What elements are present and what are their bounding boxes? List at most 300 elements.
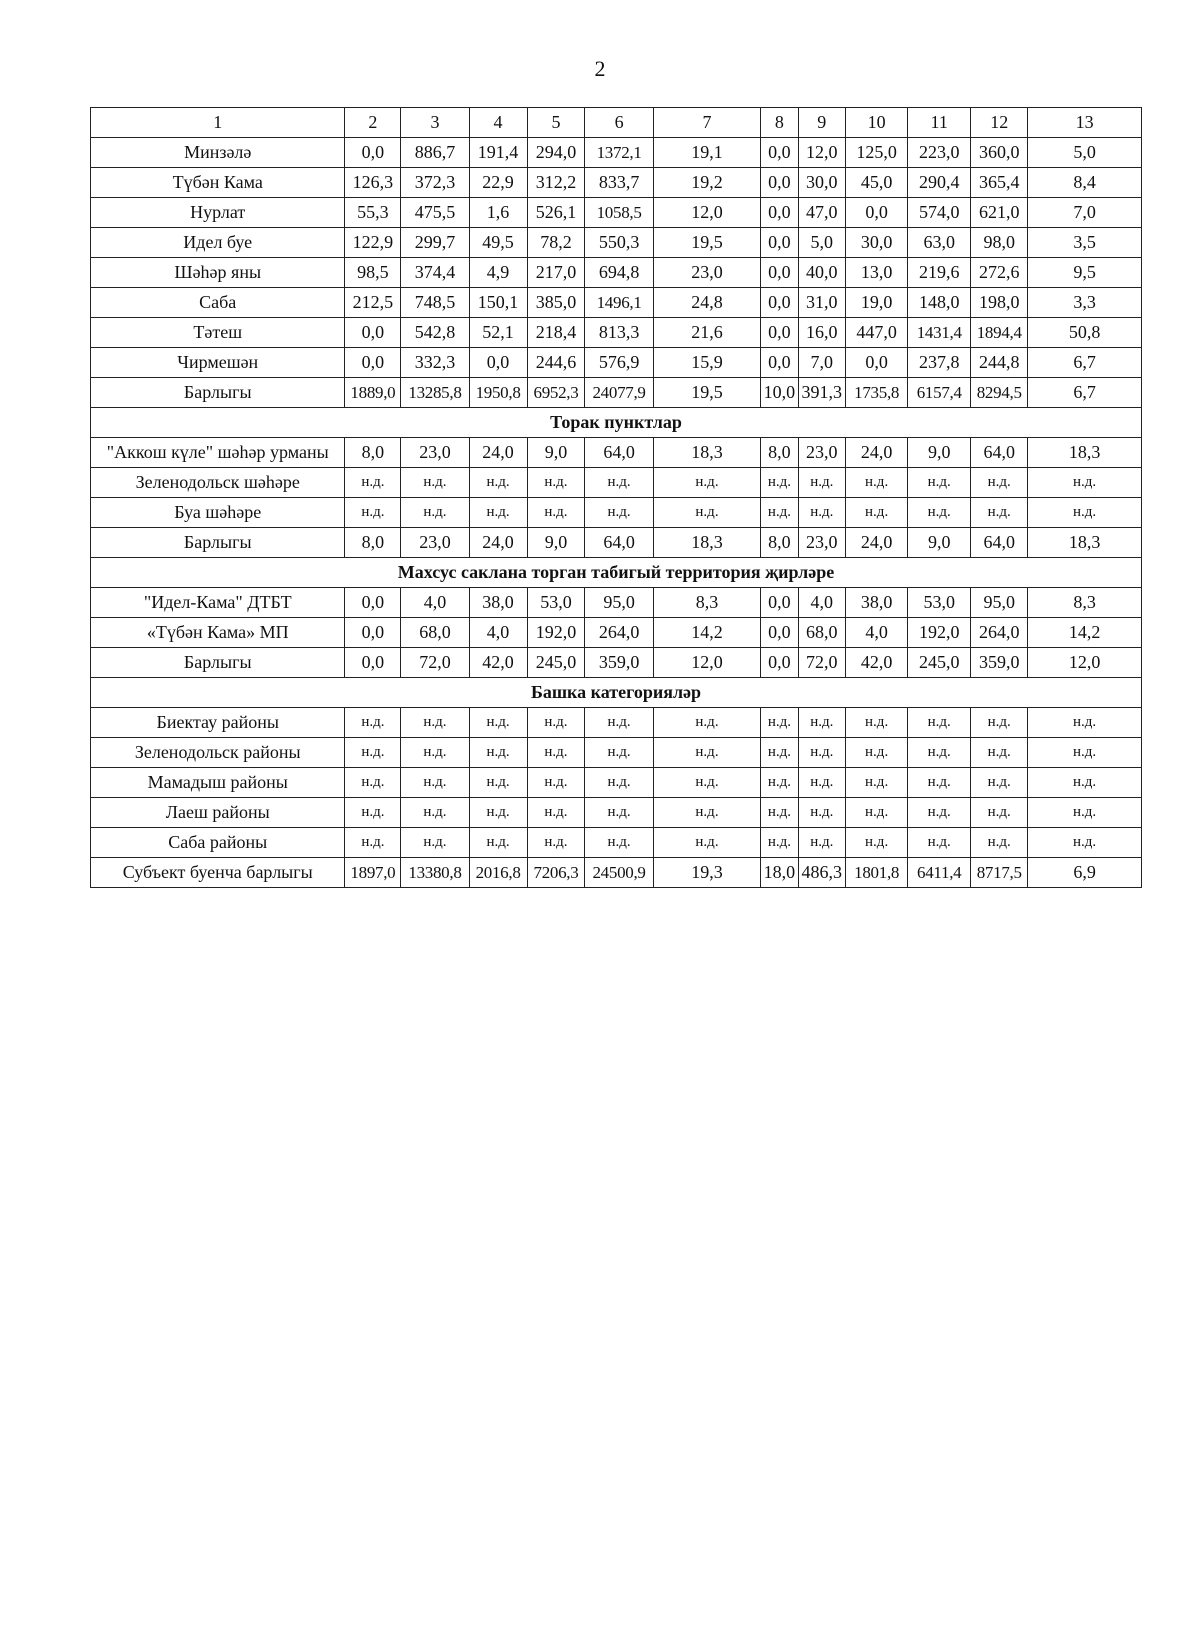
table-cell-col-4: 2016,8	[469, 858, 527, 888]
table-cell-col-6: н.д.	[585, 738, 653, 768]
table-cell-col-7: н.д.	[653, 768, 761, 798]
table-cell-col-6: н.д.	[585, 498, 653, 528]
table-cell-col-12: н.д.	[971, 498, 1028, 528]
column-header-6: 6	[585, 108, 653, 138]
table-cell-col-3: н.д.	[401, 468, 469, 498]
table-cell-col-11: н.д.	[908, 798, 971, 828]
table-cell-col-12: н.д.	[971, 708, 1028, 738]
table-cell-col-11: н.д.	[908, 828, 971, 858]
table-row	[91, 528, 1142, 558]
table-cell-col-12: 64,0	[971, 438, 1028, 468]
section-title: Башка категорияләр	[91, 678, 1142, 708]
table-cell-col-7: 12,0	[653, 198, 761, 228]
table-cell-col-7: 8,3	[653, 588, 761, 618]
table-cell-col-13: 12,0	[1028, 648, 1142, 678]
table-cell-col-7: н.д.	[653, 738, 761, 768]
table-header-row	[91, 108, 1142, 138]
row-label: Саба	[91, 288, 345, 318]
section-title: Махсус саклана торган табигый территория җирләре	[91, 558, 1142, 588]
table-cell-col-4: 49,5	[469, 228, 527, 258]
table-cell-col-11: 9,0	[908, 528, 971, 558]
table-cell-col-11: 223,0	[908, 138, 971, 168]
table-cell-col-7: 15,9	[653, 348, 761, 378]
table-cell-col-4: 22,9	[469, 168, 527, 198]
table-cell-col-4: 4,9	[469, 258, 527, 288]
table-cell-col-8: 0,0	[761, 228, 798, 258]
table-cell-col-9: 23,0	[798, 528, 846, 558]
table-cell-col-3: н.д.	[401, 768, 469, 798]
row-label: Субъект буенча барлыгы	[91, 858, 345, 888]
section-header-row	[91, 408, 1142, 438]
table-cell-col-5: 312,2	[527, 168, 585, 198]
table-cell-col-8: 0,0	[761, 168, 798, 198]
table-cell-col-9: 23,0	[798, 438, 846, 468]
table-cell-col-5: н.д.	[527, 498, 585, 528]
table-cell-col-5: н.д.	[527, 768, 585, 798]
table-cell-col-2: 98,5	[345, 258, 401, 288]
data-table	[90, 107, 1142, 888]
table-cell-col-10: 45,0	[846, 168, 908, 198]
table-cell-col-2: 0,0	[345, 648, 401, 678]
table-cell-col-2: н.д.	[345, 768, 401, 798]
table-row	[91, 168, 1142, 198]
table-cell-col-9: 12,0	[798, 138, 846, 168]
table-cell-col-10: 30,0	[846, 228, 908, 258]
table-cell-col-4: 1,6	[469, 198, 527, 228]
table-cell-col-8: 0,0	[761, 618, 798, 648]
table-cell-col-10: 1735,8	[846, 378, 908, 408]
table-cell-col-3: 299,7	[401, 228, 469, 258]
table-cell-col-7: 23,0	[653, 258, 761, 288]
table-cell-col-13: 3,5	[1028, 228, 1142, 258]
table-cell-col-9: 486,3	[798, 858, 846, 888]
table-cell-col-13: 8,4	[1028, 168, 1142, 198]
table-row	[91, 288, 1142, 318]
table-cell-col-11: 237,8	[908, 348, 971, 378]
row-label: Зеленодольск районы	[91, 738, 345, 768]
table-cell-col-4: 150,1	[469, 288, 527, 318]
table-cell-col-2: 212,5	[345, 288, 401, 318]
table-cell-col-9: н.д.	[798, 708, 846, 738]
table-cell-col-11: 9,0	[908, 438, 971, 468]
table-cell-col-12: н.д.	[971, 468, 1028, 498]
table-cell-col-13: 8,3	[1028, 588, 1142, 618]
table-cell-col-8: 8,0	[761, 438, 798, 468]
table-cell-col-10: 4,0	[846, 618, 908, 648]
row-label: Шәһәр яны	[91, 258, 345, 288]
table-cell-col-5: 385,0	[527, 288, 585, 318]
table-cell-col-9: 7,0	[798, 348, 846, 378]
table-cell-col-2: 1897,0	[345, 858, 401, 888]
column-header-9: 9	[798, 108, 846, 138]
row-label: Тәтеш	[91, 318, 345, 348]
table-row	[91, 618, 1142, 648]
table-cell-col-2: 126,3	[345, 168, 401, 198]
table-cell-col-11: 219,6	[908, 258, 971, 288]
table-cell-col-10: 13,0	[846, 258, 908, 288]
table-cell-col-2: н.д.	[345, 798, 401, 828]
table-cell-col-3: 372,3	[401, 168, 469, 198]
table-cell-col-12: 98,0	[971, 228, 1028, 258]
table-cell-col-11: 245,0	[908, 648, 971, 678]
table-cell-col-12: 365,4	[971, 168, 1028, 198]
column-header-11: 11	[908, 108, 971, 138]
table-cell-col-3: 13285,8	[401, 378, 469, 408]
table-row	[91, 258, 1142, 288]
table-cell-col-3: 542,8	[401, 318, 469, 348]
table-cell-col-11: 192,0	[908, 618, 971, 648]
table-cell-col-10: н.д.	[846, 738, 908, 768]
table-cell-col-10: н.д.	[846, 828, 908, 858]
table-cell-col-5: 294,0	[527, 138, 585, 168]
table-cell-col-13: 9,5	[1028, 258, 1142, 288]
table-cell-col-6: 576,9	[585, 348, 653, 378]
table-cell-col-13: 6,9	[1028, 858, 1142, 888]
row-label: Лаеш районы	[91, 798, 345, 828]
table-cell-col-9: н.д.	[798, 828, 846, 858]
table-cell-col-4: 0,0	[469, 348, 527, 378]
table-cell-col-11: 6157,4	[908, 378, 971, 408]
column-header-5: 5	[527, 108, 585, 138]
table-cell-col-10: н.д.	[846, 468, 908, 498]
column-header-7: 7	[653, 108, 761, 138]
column-header-10: 10	[846, 108, 908, 138]
row-label: «Түбән Кама» МП	[91, 618, 345, 648]
table-row	[91, 228, 1142, 258]
table-cell-col-9: н.д.	[798, 798, 846, 828]
table-cell-col-9: 68,0	[798, 618, 846, 648]
table-cell-col-5: 9,0	[527, 438, 585, 468]
row-label: "Идел-Кама" ДТБТ	[91, 588, 345, 618]
table-cell-col-4: н.д.	[469, 738, 527, 768]
table-cell-col-7: 14,2	[653, 618, 761, 648]
table-cell-col-11: н.д.	[908, 708, 971, 738]
table-cell-col-8: 0,0	[761, 258, 798, 288]
table-cell-col-13: 18,3	[1028, 438, 1142, 468]
table-cell-col-6: 64,0	[585, 528, 653, 558]
table-cell-col-3: н.д.	[401, 738, 469, 768]
table-cell-col-9: н.д.	[798, 498, 846, 528]
table-cell-col-10: 38,0	[846, 588, 908, 618]
table-cell-col-3: 13380,8	[401, 858, 469, 888]
table-cell-col-9: 40,0	[798, 258, 846, 288]
table-cell-col-9: 47,0	[798, 198, 846, 228]
table-cell-col-5: 244,6	[527, 348, 585, 378]
table-cell-col-7: 19,1	[653, 138, 761, 168]
table-cell-col-10: 447,0	[846, 318, 908, 348]
table-row	[91, 378, 1142, 408]
table-cell-col-6: 550,3	[585, 228, 653, 258]
section-title: Торак пунктлар	[91, 408, 1142, 438]
table-cell-col-10: н.д.	[846, 498, 908, 528]
table-row	[91, 348, 1142, 378]
table-cell-col-8: 0,0	[761, 288, 798, 318]
table-cell-col-11: 1431,4	[908, 318, 971, 348]
table-cell-col-6: н.д.	[585, 708, 653, 738]
table-cell-col-3: н.д.	[401, 828, 469, 858]
table-cell-col-5: н.д.	[527, 738, 585, 768]
row-label: Барлыгы	[91, 378, 345, 408]
table-cell-col-6: 694,8	[585, 258, 653, 288]
column-header-3: 3	[401, 108, 469, 138]
table-cell-col-12: 1894,4	[971, 318, 1028, 348]
table-cell-col-5: 217,0	[527, 258, 585, 288]
table-cell-col-12: н.д.	[971, 738, 1028, 768]
table-cell-col-4: 1950,8	[469, 378, 527, 408]
table-cell-col-12: 244,8	[971, 348, 1028, 378]
row-label: Биектау районы	[91, 708, 345, 738]
table-cell-col-9: н.д.	[798, 768, 846, 798]
row-label: Саба районы	[91, 828, 345, 858]
table-cell-col-4: н.д.	[469, 708, 527, 738]
table-cell-col-2: 0,0	[345, 138, 401, 168]
table-cell-col-10: 24,0	[846, 438, 908, 468]
table-cell-col-12: 198,0	[971, 288, 1028, 318]
table-cell-col-9: н.д.	[798, 468, 846, 498]
table-cell-col-9: 4,0	[798, 588, 846, 618]
table-cell-col-12: 264,0	[971, 618, 1028, 648]
column-header-2: 2	[345, 108, 401, 138]
table-cell-col-3: 23,0	[401, 528, 469, 558]
table-cell-col-13: 7,0	[1028, 198, 1142, 228]
table-row	[91, 198, 1142, 228]
table-cell-col-2: 122,9	[345, 228, 401, 258]
table-cell-col-2: 0,0	[345, 318, 401, 348]
table-cell-col-8: 0,0	[761, 648, 798, 678]
table-cell-col-6: 95,0	[585, 588, 653, 618]
table-cell-col-5: н.д.	[527, 468, 585, 498]
table-cell-col-7: н.д.	[653, 828, 761, 858]
row-label: Идел буе	[91, 228, 345, 258]
column-header-8: 8	[761, 108, 798, 138]
table-body	[91, 138, 1142, 888]
row-label: Минзәлә	[91, 138, 345, 168]
table-cell-col-13: 50,8	[1028, 318, 1142, 348]
table-cell-col-13: 6,7	[1028, 378, 1142, 408]
table-cell-col-12: 8717,5	[971, 858, 1028, 888]
table-cell-col-3: 748,5	[401, 288, 469, 318]
table-cell-col-3: 886,7	[401, 138, 469, 168]
table-cell-col-13: 14,2	[1028, 618, 1142, 648]
table-cell-col-4: 4,0	[469, 618, 527, 648]
table-cell-col-10: 24,0	[846, 528, 908, 558]
section-header-row	[91, 558, 1142, 588]
table-cell-col-6: н.д.	[585, 768, 653, 798]
table-cell-col-11: 290,4	[908, 168, 971, 198]
table-cell-col-5: 6952,3	[527, 378, 585, 408]
table-cell-col-8: 18,0	[761, 858, 798, 888]
table-cell-col-8: 0,0	[761, 138, 798, 168]
table-cell-col-10: н.д.	[846, 768, 908, 798]
column-header-4: 4	[469, 108, 527, 138]
table-cell-col-8: 0,0	[761, 198, 798, 228]
table-cell-col-10: 0,0	[846, 348, 908, 378]
table-cell-col-12: 8294,5	[971, 378, 1028, 408]
table-cell-col-10: 125,0	[846, 138, 908, 168]
table-cell-col-6: н.д.	[585, 468, 653, 498]
table-cell-col-5: н.д.	[527, 708, 585, 738]
table-cell-col-3: 475,5	[401, 198, 469, 228]
table-cell-col-5: 245,0	[527, 648, 585, 678]
table-cell-col-9: 72,0	[798, 648, 846, 678]
table-cell-col-6: н.д.	[585, 798, 653, 828]
table-cell-col-11: н.д.	[908, 768, 971, 798]
table-cell-col-13: н.д.	[1028, 798, 1142, 828]
table-cell-col-5: 9,0	[527, 528, 585, 558]
table-cell-col-10: н.д.	[846, 798, 908, 828]
table-cell-col-4: 52,1	[469, 318, 527, 348]
table-cell-col-13: н.д.	[1028, 768, 1142, 798]
table-cell-col-7: 24,8	[653, 288, 761, 318]
table-row	[91, 648, 1142, 678]
table-cell-col-3: 68,0	[401, 618, 469, 648]
table-cell-col-7: 19,2	[653, 168, 761, 198]
table-row	[91, 468, 1142, 498]
table-cell-col-7: н.д.	[653, 708, 761, 738]
table-cell-col-3: 332,3	[401, 348, 469, 378]
table-row	[91, 498, 1142, 528]
table-cell-col-2: н.д.	[345, 828, 401, 858]
table-cell-col-8: 0,0	[761, 588, 798, 618]
table-cell-col-10: 19,0	[846, 288, 908, 318]
row-label: Мамадыш районы	[91, 768, 345, 798]
table-cell-col-6: 1372,1	[585, 138, 653, 168]
page-number: 2	[594, 56, 606, 81]
table-cell-col-11: 6411,4	[908, 858, 971, 888]
table-cell-col-4: н.д.	[469, 798, 527, 828]
table-cell-col-9: н.д.	[798, 738, 846, 768]
table-cell-col-5: 218,4	[527, 318, 585, 348]
table-cell-col-13: н.д.	[1028, 738, 1142, 768]
table-cell-col-2: н.д.	[345, 498, 401, 528]
table-cell-col-7: 19,5	[653, 378, 761, 408]
table-cell-col-12: н.д.	[971, 798, 1028, 828]
table-cell-col-3: н.д.	[401, 708, 469, 738]
table-cell-col-12: 360,0	[971, 138, 1028, 168]
table-cell-col-8: 0,0	[761, 348, 798, 378]
table-cell-col-12: 359,0	[971, 648, 1028, 678]
table-cell-col-13: 18,3	[1028, 528, 1142, 558]
table-cell-col-12: 272,6	[971, 258, 1028, 288]
table-cell-col-5: 526,1	[527, 198, 585, 228]
table-cell-col-5: н.д.	[527, 798, 585, 828]
table-cell-col-12: 95,0	[971, 588, 1028, 618]
table-cell-col-11: н.д.	[908, 468, 971, 498]
table-cell-col-12: 621,0	[971, 198, 1028, 228]
section-header-row	[91, 678, 1142, 708]
table-cell-col-7: 12,0	[653, 648, 761, 678]
table-cell-col-8: 10,0	[761, 378, 798, 408]
table-row	[91, 768, 1142, 798]
table-cell-col-6: н.д.	[585, 828, 653, 858]
table-cell-col-7: 19,5	[653, 228, 761, 258]
table-cell-col-2: 55,3	[345, 198, 401, 228]
table-cell-col-3: 4,0	[401, 588, 469, 618]
table-cell-col-7: н.д.	[653, 498, 761, 528]
table-cell-col-2: н.д.	[345, 468, 401, 498]
table-row	[91, 588, 1142, 618]
table-cell-col-6: 264,0	[585, 618, 653, 648]
table-row	[91, 828, 1142, 858]
table-cell-col-11: 574,0	[908, 198, 971, 228]
table-cell-col-7: 18,3	[653, 528, 761, 558]
table-cell-col-8: н.д.	[761, 768, 798, 798]
table-cell-col-11: н.д.	[908, 738, 971, 768]
table-cell-col-9: 5,0	[798, 228, 846, 258]
table-cell-col-8: 8,0	[761, 528, 798, 558]
table-cell-col-2: 0,0	[345, 618, 401, 648]
table-cell-col-10: 1801,8	[846, 858, 908, 888]
table-cell-col-5: 78,2	[527, 228, 585, 258]
table-cell-col-13: 5,0	[1028, 138, 1142, 168]
table-cell-col-5: 53,0	[527, 588, 585, 618]
row-label: Чирмешән	[91, 348, 345, 378]
table-cell-col-3: 374,4	[401, 258, 469, 288]
table-cell-col-3: 23,0	[401, 438, 469, 468]
table-cell-col-12: 64,0	[971, 528, 1028, 558]
table-cell-col-5: н.д.	[527, 828, 585, 858]
table-cell-col-11: н.д.	[908, 498, 971, 528]
table-cell-col-8: н.д.	[761, 798, 798, 828]
column-header-1: 1	[91, 108, 345, 138]
table-cell-col-13: н.д.	[1028, 468, 1142, 498]
table-cell-col-4: 42,0	[469, 648, 527, 678]
table-cell-col-13: н.д.	[1028, 708, 1142, 738]
table-cell-col-6: 1058,5	[585, 198, 653, 228]
table-cell-col-9: 391,3	[798, 378, 846, 408]
table-row	[91, 858, 1142, 888]
table-cell-col-7: н.д.	[653, 798, 761, 828]
table-cell-col-2: 0,0	[345, 588, 401, 618]
table-cell-col-4: н.д.	[469, 768, 527, 798]
table-cell-col-8: н.д.	[761, 708, 798, 738]
table-cell-col-6: 24500,9	[585, 858, 653, 888]
table-cell-col-8: н.д.	[761, 498, 798, 528]
table-cell-col-2: н.д.	[345, 738, 401, 768]
table-cell-col-6: 1496,1	[585, 288, 653, 318]
table-cell-col-10: н.д.	[846, 708, 908, 738]
table-cell-col-13: н.д.	[1028, 498, 1142, 528]
table-cell-col-6: 24077,9	[585, 378, 653, 408]
table-cell-col-6: 359,0	[585, 648, 653, 678]
table-row	[91, 738, 1142, 768]
table-cell-col-2: 8,0	[345, 438, 401, 468]
table-row	[91, 318, 1142, 348]
table-cell-col-5: 192,0	[527, 618, 585, 648]
row-label: Барлыгы	[91, 528, 345, 558]
table-cell-col-12: н.д.	[971, 828, 1028, 858]
column-header-13: 13	[1028, 108, 1142, 138]
table-cell-col-8: н.д.	[761, 738, 798, 768]
table-cell-col-4: н.д.	[469, 828, 527, 858]
table-cell-col-4: 24,0	[469, 438, 527, 468]
table-cell-col-8: н.д.	[761, 468, 798, 498]
table-cell-col-4: н.д.	[469, 498, 527, 528]
table-cell-col-4: 191,4	[469, 138, 527, 168]
table-row	[91, 438, 1142, 468]
table-row	[91, 798, 1142, 828]
table-cell-col-13: 3,3	[1028, 288, 1142, 318]
table-cell-col-13: 6,7	[1028, 348, 1142, 378]
table-cell-col-6: 64,0	[585, 438, 653, 468]
table-cell-col-6: 833,7	[585, 168, 653, 198]
row-label: Түбән Кама	[91, 168, 345, 198]
table-cell-col-8: н.д.	[761, 828, 798, 858]
table-cell-col-4: н.д.	[469, 468, 527, 498]
table-cell-col-11: 148,0	[908, 288, 971, 318]
table-cell-col-7: 19,3	[653, 858, 761, 888]
row-label: Нурлат	[91, 198, 345, 228]
